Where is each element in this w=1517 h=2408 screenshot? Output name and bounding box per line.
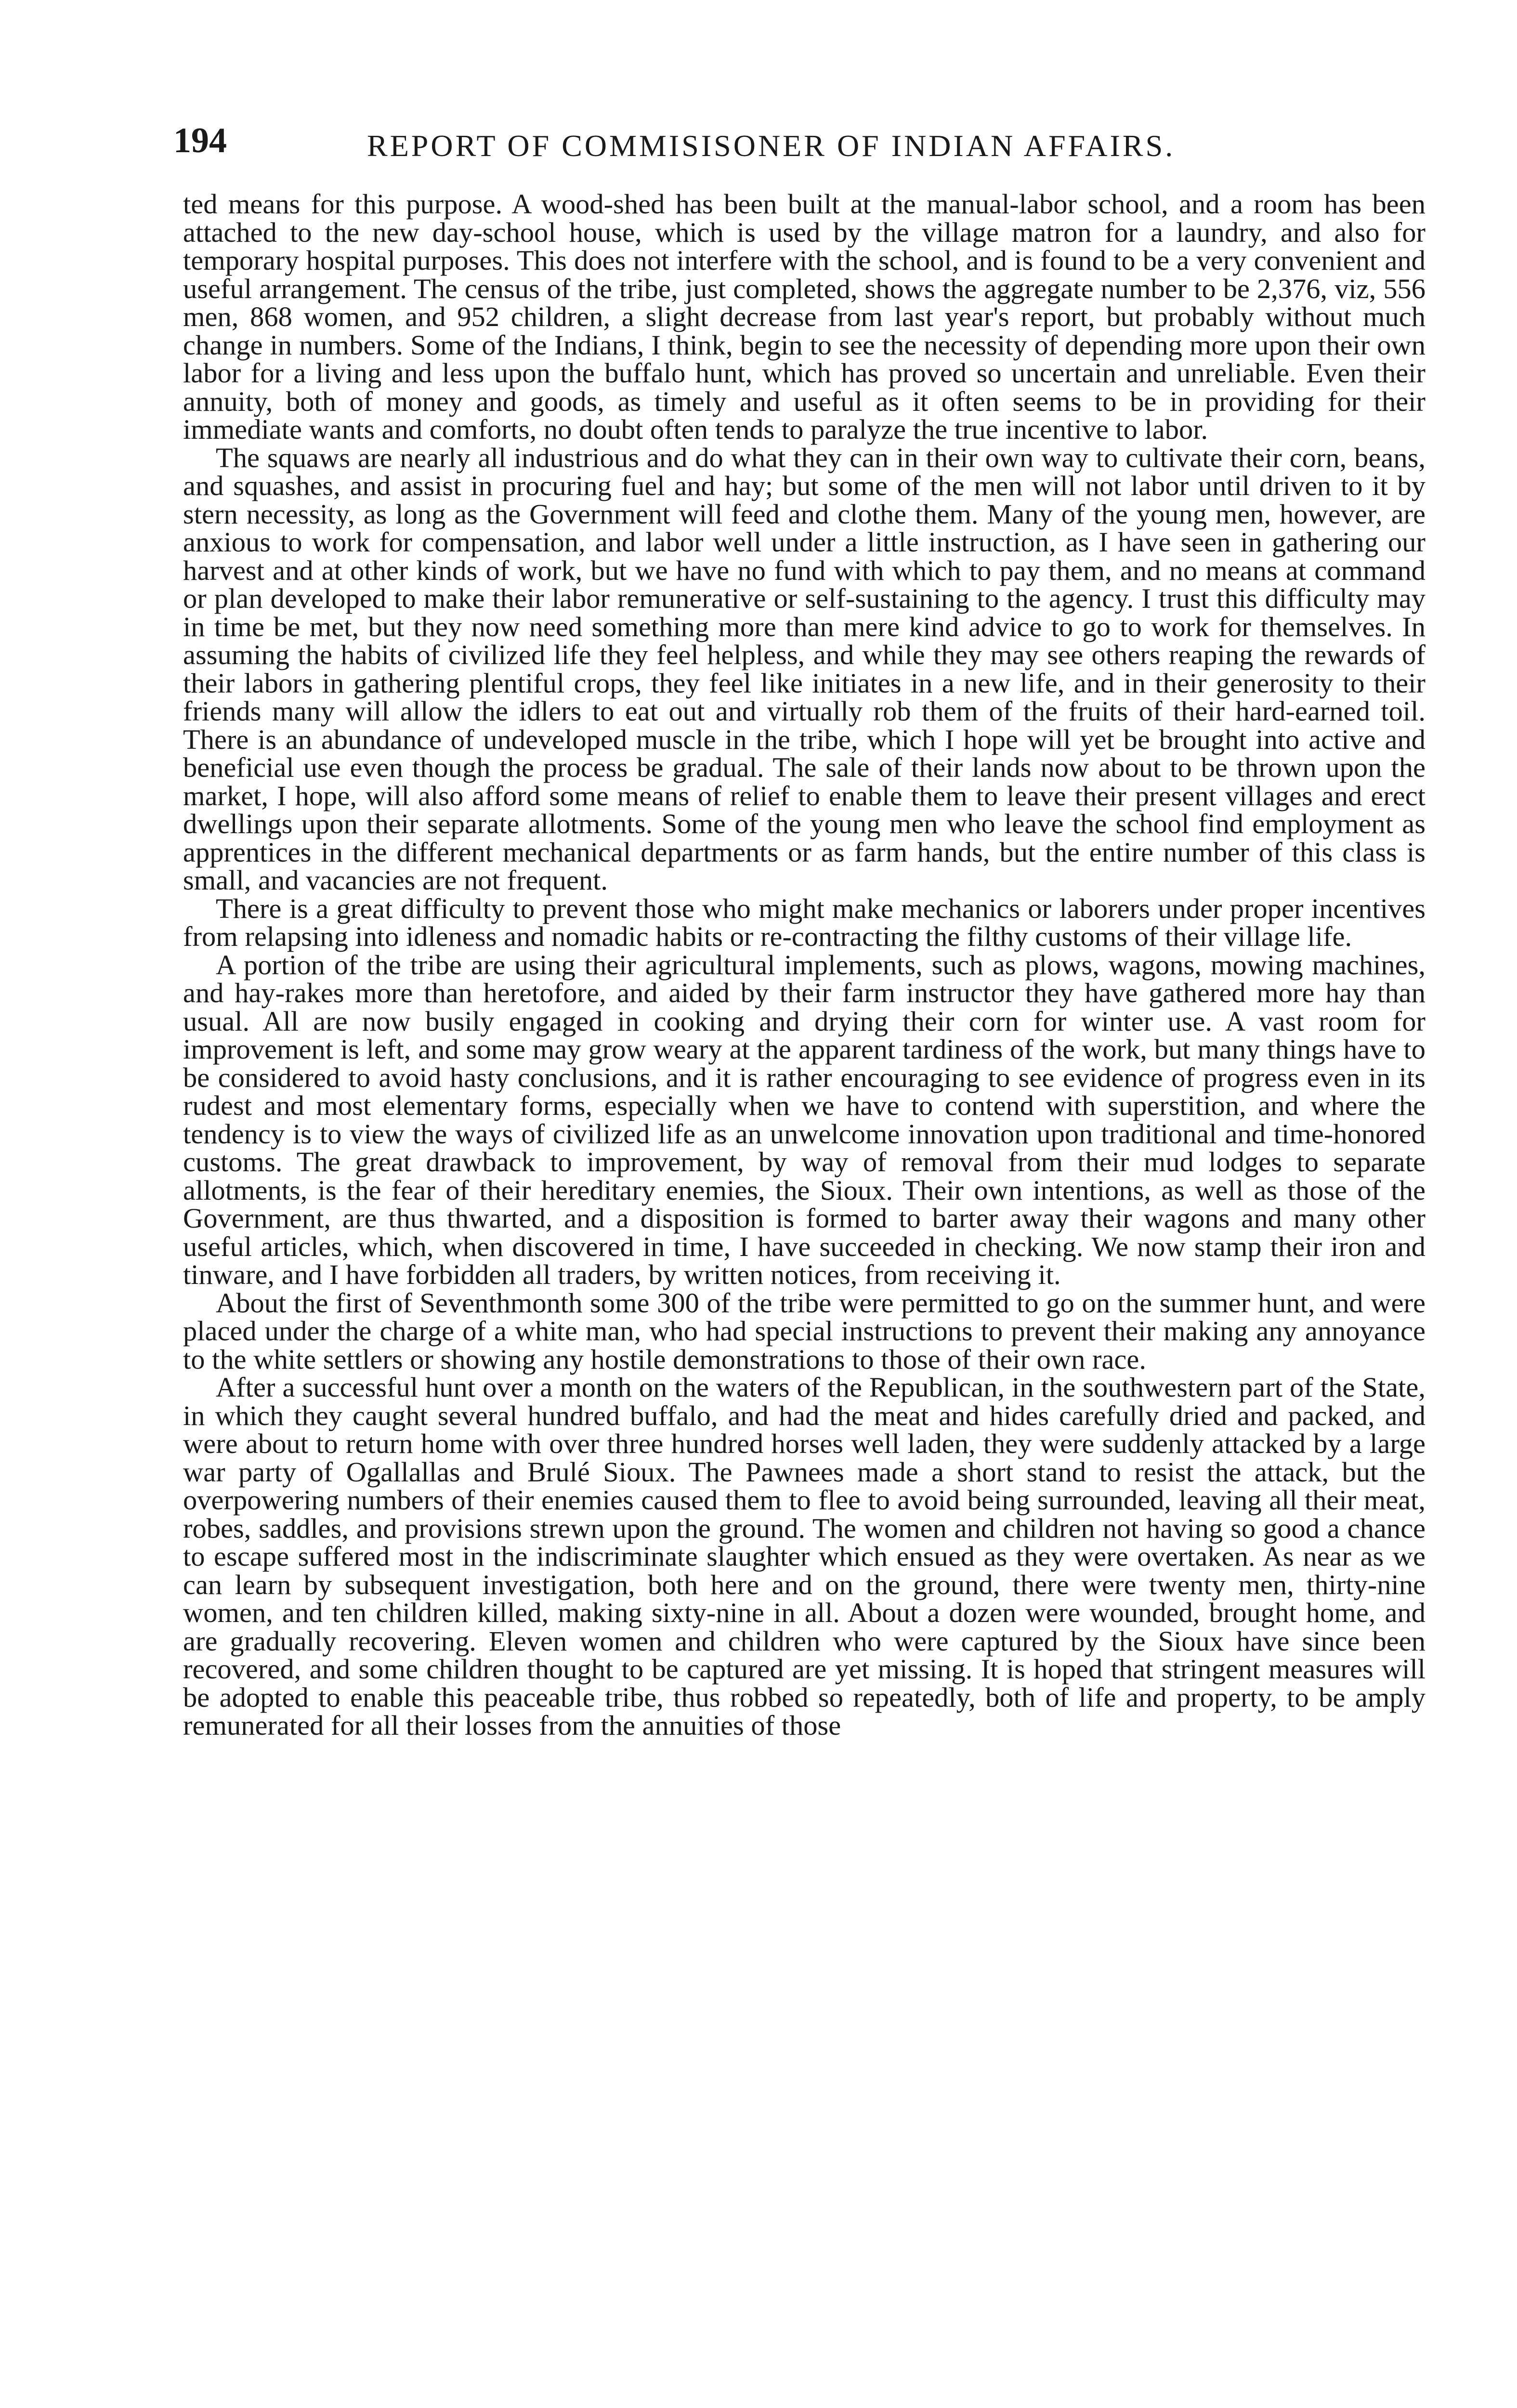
paragraph-summer-hunt: About the first of Seventhmonth some 300 of the tribe were permitted to go on the summer hunt, and were placed under the charge of a white man, who had special instructions to prevent their making any annoyance to the white settlers or showing any hostile demonstrations to those of their own race.: [183, 1287, 1425, 1375]
paragraph-sioux-attack: After a successful hunt over a month on the waters of the Republican, in the southwestern part of the State, in which they caught several hundred buffalo, and had the meat and hides carefully dried and packed, and were about to return home with over three hundred horses well laden, they were suddenly attacked by a large war party of Ogallallas and Brulé Sioux. The Pawnees made a short stand to resist the attack, but the overpowering numbers of their enemies caused them to flee to avoid being surrounded, leaving all their meat, robes, saddles, and provisions strewn upon the ground. The women and children not having so good a chance to escape suffered most in the indiscriminate slaughter which ensued as they were overtaken. As near as we can learn by subsequent investigation, both here and on the ground, there were twenty men, thirty-nine women, and ten children killed, making sixty-nine in all. About a dozen were wounded, brought home, and are gradually recovering. Eleven women and children who were captured by the Sioux have since been recovered, and some children thought to be captured are yet missing. It is hoped that stringent measures will be adopted to enable this peaceable tribe, thus robbed so repeatedly, both of life and property, to be amply remunerated for all their losses from the annuities of those: [183, 1372, 1425, 1741]
paragraph-squaws-labor: The squaws are nearly all industrious and do what they can in their own way to cultivate their corn, beans, and squashes, and assist in procuring fuel and hay; but some of the men will not labor until driven to it by stern necessity, as long as the Government will feed and clothe them. Many of the young men, however, are anxious to work for compensation, and labor well under a little instruction, as I have seen in gathering our harvest and at other kinds of work, but we have no fund with which to pay them, and no means at command or plan developed to make their labor remunerative or self-sustaining to the agency. I trust this difficulty may in time be met, but they now need something more than mere kind advice to go to work for themselves. In assuming the habits of civilized life they feel helpless, and while they may see others reaping the rewards of their labors in gathering plentiful crops, they feel like initiates in a new life, and in their generosity to their friends many will allow the idlers to eat out and virtually rob them of the fruits of their hard-earned toil. There is an abundance of undeveloped muscle in the tribe, which I hope will yet be brought into active and beneficial use even though the process be gradual. The sale of their lands now about to be thrown upon the market, I hope, will also afford some means of relief to enable them to leave their present villages and erect dwellings upon their separate allotments. Some of the young men who leave the school find employment as apprentices in the different mechanical departments or as farm hands, but the entire number of this class is small, and vacancies are not frequent.: [183, 442, 1425, 896]
page-number: 194: [173, 121, 227, 160]
page-header: [173, 123, 1353, 176]
paragraph-agricultural-progress: A portion of the tribe are using their agricultural implements, such as plows, wagons, mowing machines, and hay-rakes more than heretofore, and aided by their farm instructor they have gathered more hay than usual. All are now busily engaged in cooking and drying their corn for winter use. A vast room for improvement is left, and some may grow weary at the apparent tardiness of the work, but many things have to be considered to avoid hasty conclusions, and it is rather encouraging to see evidence of progress even in its rudest and most elementary forms, especially when we have to contend with superstition, and where the tendency is to view the ways of civilized life as an unwelcome innovation upon traditional and time-honored customs. The great drawback to improvement, by way of removal from their mud lodges to separate allotments, is the fear of their hereditary enemies, the Sioux. Their own intentions, as well as those of the Government, are thus thwarted, and a disposition is formed to barter away their wagons and many other useful articles, which, when discovered in time, I have succeeded in checking. We now stamp their iron and tinware, and I have forbidden all traders, by written notices, from receiving it.: [183, 949, 1425, 1290]
running-title: REPORT OF COMMISISONER OF INDIAN AFFAIRS.: [367, 129, 1176, 163]
paragraph-continued-school-census: ted means for this purpose. A wood-shed has been built at the manual-labor school, and a room has been attached to the new day-school house, which is used by the village matron for a laundry, and also for temporary hospital purposes. This does not interfere with the school, and is found to be a very convenient and useful arrangement. The census of the tribe, just completed, shows the aggregate number to be 2,376, viz, 556 men, 868 women, and 952 children, a slight decrease from last year's report, but probably without much change in numbers. Some of the Indians, I think, begin to see the necessity of depending more upon their own labor for a living and less upon the buffalo hunt, which has proved so uncertain and unreliable. Even their annuity, both of money and goods, as timely and useful as it often seems to be in providing for their immediate wants and comforts, no doubt often tends to paralyze the true incentive to labor.: [183, 190, 1425, 445]
report-text-column: [183, 190, 1425, 2386]
paragraph-idleness-difficulty: There is a great difficulty to prevent those who might make mechanics or laborers under proper incentives from relapsing into idleness and nomadic habits or re-contracting the filthy customs of their village life.: [183, 892, 1425, 952]
